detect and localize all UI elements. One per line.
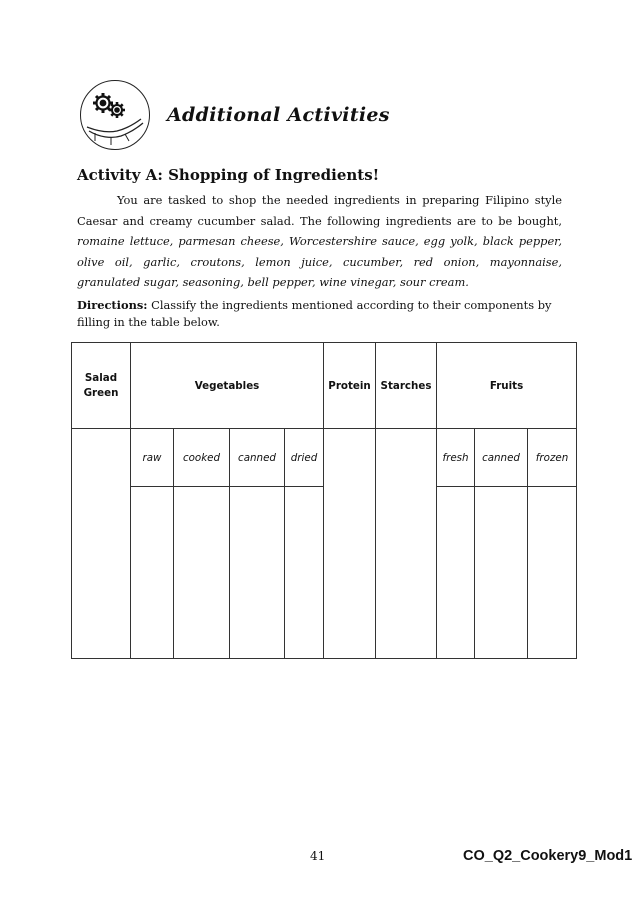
activity-instructions: [77, 190, 562, 293]
sub-header-frozen: frozen: [528, 429, 577, 487]
salad-green-cell[interactable]: [72, 429, 131, 659]
sub-header-dried: dried: [285, 429, 324, 487]
header-protein: Protein: [324, 343, 376, 429]
directions-label: Directions:: [77, 298, 148, 312]
header-fruits: Fruits: [437, 343, 577, 429]
ingredient-list: romaine lettuce, parmesan cheese, Worcestershire sauce, egg yolk, black pepper, olive oil, garlic, croutons, lemon juice, cucumber, red onion, mayonnaise, granulated sugar, seasoning, bell pepper, wine vinegar, sour cream.: [77, 234, 562, 289]
directions-text: Classify the ingredients mentioned according to their components by filling in the table below.: [77, 298, 552, 329]
canned-vegetable-cell[interactable]: [230, 487, 285, 659]
intro-text: You are tasked to shop the needed ingredients in preparing Filipino style Caesar and creamy cucumber salad. The following ingredients are to be bought,: [77, 193, 562, 228]
header-salad-green: Salad Green: [72, 343, 131, 429]
canned-fruit-cell[interactable]: [475, 487, 528, 659]
classification-table: [71, 342, 577, 659]
dried-cell[interactable]: [285, 487, 324, 659]
module-code: CO_Q2_Cookery9_Mod1: [463, 848, 633, 864]
sub-header-fresh: fresh: [437, 429, 475, 487]
fresh-cell[interactable]: [437, 487, 475, 659]
sub-header-cooked: cooked: [174, 429, 230, 487]
starches-cell[interactable]: [376, 429, 437, 659]
header-vegetables: Vegetables: [131, 343, 324, 429]
raw-cell[interactable]: [131, 487, 174, 659]
directions: [77, 297, 562, 331]
gears-in-hand-icon: [80, 80, 150, 150]
section-title: Additional Activities: [167, 104, 390, 126]
protein-cell[interactable]: [324, 429, 376, 659]
page-number: 41: [310, 849, 326, 863]
sub-header-canned-fruit: canned: [475, 429, 528, 487]
header-starches: Starches: [376, 343, 437, 429]
sub-header-raw: raw: [131, 429, 174, 487]
sub-header-canned: canned: [230, 429, 285, 487]
frozen-cell[interactable]: [528, 487, 577, 659]
activity-title: Activity A: Shopping of Ingredients!: [77, 166, 380, 184]
cooked-cell[interactable]: [174, 487, 230, 659]
